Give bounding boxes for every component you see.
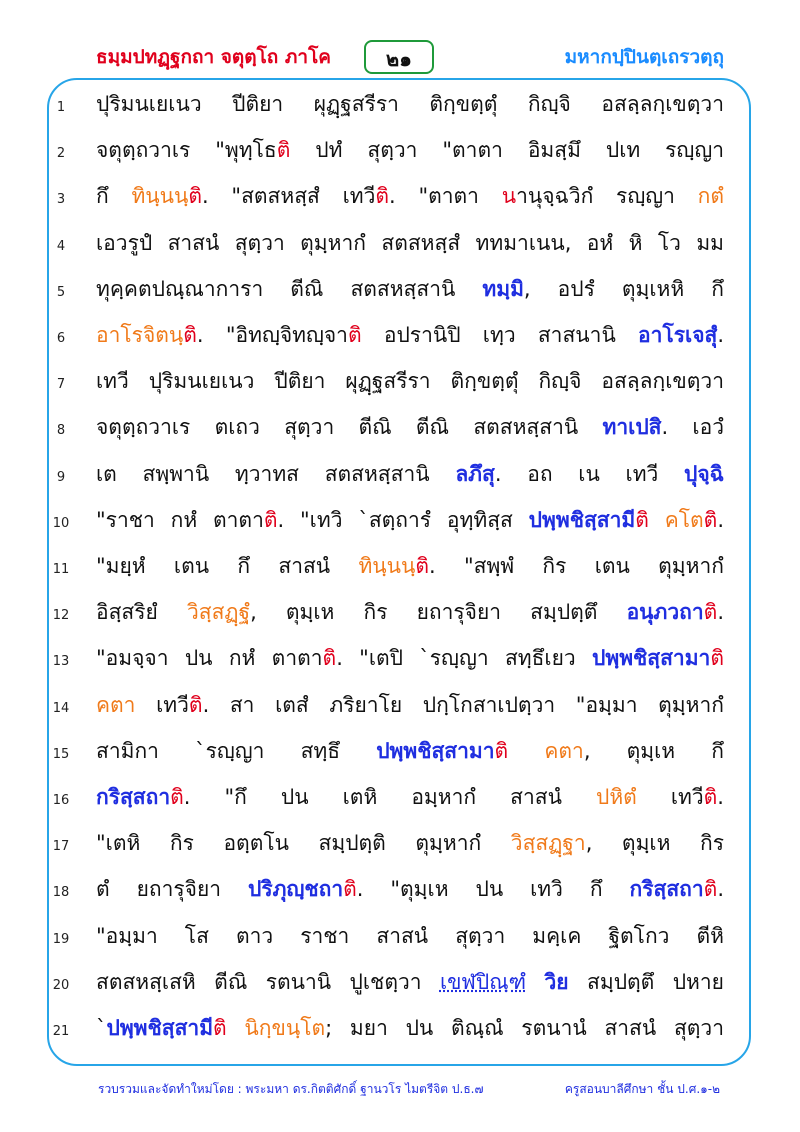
line-text [96,319,724,352]
text-segment: ทมฺมิ [482,276,524,301]
text-segment: "อมฺมา โส ตาว ราชา สาสนํ สุตฺวา มคฺเค ฐิตโกว ตีหิ [96,923,724,948]
text-segment: . [717,785,724,809]
text-segment: วิสฺสฏฺฐา [510,831,586,856]
line-number: 19 [52,931,70,947]
text-segment: เขฬปิณฺฑํ [439,969,527,994]
text-segment: เทวี ปุริมนเยเนว ปีติยา ผุฏฺฐสรีรา ติกฺขตฺตุํ กิญฺจิ อสลฺลกฺเขตฺวา [96,369,724,394]
text-segment: ลภึสุ [455,461,495,486]
text-segment: ติ [343,877,357,902]
text-segment: ; มยา ปน ติณฺณํ รตนานํ สาสนํ สุตฺวา [325,1016,724,1040]
text-segment: วิย [544,969,569,994]
line-text [96,504,724,537]
line-text [96,827,724,860]
text-segment [227,1016,245,1040]
text-segment: , ตุมฺเห กิร [585,831,724,856]
text-segment: ตํ ยถารุจิยา [96,877,249,902]
line-text [96,642,724,675]
text-segment: เอวรูปํ สาสนํ สุตฺวา ตุมฺหากํ สตสหสฺสํ ททมาเนน, อหํ หิ โว มม [96,230,725,255]
text-segment: ` [96,1016,107,1040]
page-footer [0,1076,800,1106]
text-segment: . [717,600,724,625]
text-segment: กึ [96,184,132,209]
text-segment: ปริภุญฺชถา [248,877,344,902]
text-segment: คตา [544,738,584,763]
text-segment: ติ [635,507,649,532]
line-text [96,966,724,999]
text-segment: ติ [703,785,718,809]
text-line [0,315,800,361]
text-segment [649,508,665,532]
line-text [96,88,724,121]
text-segment: ปพฺพชิสฺสามา [592,646,711,671]
text-segment: ติ [703,507,718,532]
line-number: 17 [52,839,70,855]
text-segment: ติ [415,554,430,578]
text-segment: ติ [703,600,718,625]
text-segment: . สา เตสํ ภริยาโย ปกฺโกสาเปตฺวา "อมฺมา ตุมฺหากํ [202,692,724,717]
text-segment: . "เตปิ `รญฺญา สทฺธึเยว [336,646,593,671]
text-segment: อาโรเจสุํ [638,323,718,347]
line-text [96,920,724,953]
line-text [96,1012,724,1045]
line-number: 11 [52,562,70,577]
text-segment: "เตหิ กิร อตฺตโน สมฺปตฺติ ตุมฺหากํ [96,831,511,856]
text-segment: "อมจฺจา ปน กหํ ตาตา [96,646,323,671]
line-number: 12 [52,608,70,624]
text-segment: ติ [276,138,291,163]
text-segment: กริสฺสถา [629,877,704,902]
line-number: 15 [52,746,70,762]
text-segment: ทินฺนนฺ [358,554,416,578]
text-line [0,269,800,315]
text-segment: . [717,507,724,532]
text-segment: . อถ เน เทวี [494,461,685,486]
story-title: มหากปฺปินตฺเถรวตฺถุ [564,46,724,68]
text-segment: . "ตาตา [389,184,502,209]
text-line [0,84,800,130]
text-segment: สมฺปตฺตึ ปหาย [568,969,724,994]
line-number: 14 [52,700,70,716]
text-line [0,731,800,777]
line-number: 10 [52,515,70,531]
text-segment: ติ [263,507,278,532]
text-segment: เทวี [135,692,189,717]
text-segment: ติ [183,323,197,347]
line-number: 20 [52,977,70,993]
line-text [96,781,724,814]
text-segment: , ตุมฺเห กิร ยถารุจิยา สมฺปตฺตึ [250,600,627,625]
line-number: 4 [56,238,66,254]
text-line [0,454,800,500]
text-line [0,407,800,453]
text-line [0,546,800,592]
text-segment: านุจฺฉวิกํ รญฺญา [516,184,698,209]
text-line [0,638,800,684]
line-text [96,596,724,629]
text-segment: ติ [188,692,203,717]
text-line [0,592,800,638]
text-segment: . "ตุมฺเห ปน เทวิ กึ [356,877,630,902]
text-segment: ติ [710,646,724,671]
text-segment: . เอวํ [661,415,725,440]
line-number: 2 [56,146,66,162]
text-segment: ปุริมนเยเนว ปีติยา ผุฏฺฐสรีรา ติกฺขตฺตุํ กิญฺจิ อสลฺลกฺเขตฺวา [96,92,724,116]
text-line [0,361,800,407]
text-segment: . "อิทญฺจิทญฺจา [196,323,348,347]
text-segment: . [717,877,724,902]
line-number: 5 [56,284,66,300]
line-number: 9 [56,469,66,485]
text-segment [526,970,544,994]
text-segment: อิสฺสริยํ [96,600,187,625]
text-segment: น [501,184,517,209]
line-text [96,689,724,722]
line-number: 13 [52,654,70,670]
text-segment: กตํ [697,184,725,209]
text-segment: ปพฺพชิสฺสามี [528,507,636,532]
line-number: 7 [56,377,66,393]
line-number: 3 [56,192,66,208]
text-segment: ติ [213,1016,227,1040]
text-line [0,1008,800,1054]
line-text [96,411,724,444]
text-segment: . "กึ ปน เตหิ อมฺหากํ สาสนํ [183,785,596,809]
page-header [0,0,800,90]
text-segment: ปพฺพชิสฺสามี [106,1016,214,1040]
text-segment: จตุตฺถวาเร "พุทฺโธ [96,138,277,163]
page-number: ๒๑ [364,40,434,74]
text-segment: คตา [96,692,136,717]
text-segment: เทวี [636,785,704,809]
text-segment: ทาเปสิ [602,415,662,440]
line-number: 21 [52,1024,70,1039]
text-segment: ปพฺพชิสฺสามา [376,738,495,763]
text-segment: "ราชา กหํ ตาตา [96,507,264,532]
line-text [96,550,724,583]
text-segment: ติ [375,184,390,209]
text-segment: . "สตสหสฺสํ เทวี [202,184,376,209]
text-segment: อปรานิปิ เทฺว สาสนานิ [361,323,639,347]
text-segment: . "สพฺพํ กิร เตน ตุมฺหากํ [429,554,724,578]
text-segment: อนุภวถา [626,600,704,625]
text-segment: กริสฺสถา [96,785,171,809]
footer-credit: รวบรวมและจัดทำใหม่โดย : พระมหา ดร.กิตติศักดิ์ ฐานวโร ไมตรีจิต ป.ธ.๗ [98,1082,484,1096]
line-text [96,134,724,167]
line-number: 16 [52,793,70,808]
text-segment: นิกฺขนฺโต [244,1016,326,1040]
text-line [0,823,800,869]
text-line [0,916,800,962]
text-segment: ติ [170,785,184,809]
line-number: 18 [52,885,70,901]
text-segment [508,739,544,763]
text-segment: ปทํ สุตฺวา "ตาตา อิมสฺมึ ปเท รญฺญา [290,138,725,163]
text-segment: ปหิตํ [595,785,637,809]
text-segment: ทินฺนนฺ [131,184,189,209]
line-text [96,873,724,906]
line-number: 1 [56,100,66,115]
text-segment: ติ [188,184,203,209]
text-segment: ติ [347,323,362,347]
line-text [96,458,724,491]
text-segment: ติ [703,877,718,902]
text-segment: เต สพฺพานิ ทฺวาทส สตสหสฺสานิ [96,461,456,486]
text-line [0,176,800,222]
line-text [96,180,724,213]
text-segment: จตุตฺถวาเร ตเถว สุตฺวา ตีณิ ตีณิ สตสหสฺสานิ [96,415,603,440]
text-line [0,500,800,546]
text-line [0,223,800,269]
text-segment: ติ [322,646,337,671]
book-title: ธมฺมปทฏฺฐกถา จตุตฺโถ ภาโค [96,46,332,68]
text-segment: อาโรจิตนฺ [96,323,184,347]
line-text [96,735,724,768]
text-segment: ติ [494,738,509,763]
text-segment: ปุจฺฉิ [684,461,724,486]
text-line [0,869,800,915]
text-line [0,130,800,176]
line-text [96,273,724,306]
text-segment: สตสหสฺเสหิ ตีณิ รตนานิ ปูเชตฺวา [96,969,440,994]
text-segment: . "เทวิ `สตฺถารํ อุทฺทิสฺส [277,507,529,532]
text-segment: , อปรํ ตุมฺเหหิ กึ [523,276,724,301]
text-line [0,962,800,1008]
text-segment: วิสฺสฏฺฐํ [186,600,251,625]
text-segment: "มยฺหํ เตน กึ สาสนํ [96,554,359,578]
text-segment: สามิกา `รญฺญา สทฺธึ [96,738,377,763]
line-number: 8 [56,423,66,439]
text-line [0,685,800,731]
line-number: 6 [56,331,66,346]
line-text [96,365,724,398]
text-line [0,777,800,823]
text-segment: . [717,323,724,347]
text-segment: ทุคฺคตปณฺณาการา ตีณิ สตสหสฺสานิ [96,276,483,301]
text-segment: คโต [664,507,704,532]
line-text [96,227,724,260]
text-segment: , ตุมฺเห กึ [583,738,724,763]
footer-course: ครูสอนบาลีศึกษา ชั้น ป.ศ.๑-๒ [564,1082,720,1096]
